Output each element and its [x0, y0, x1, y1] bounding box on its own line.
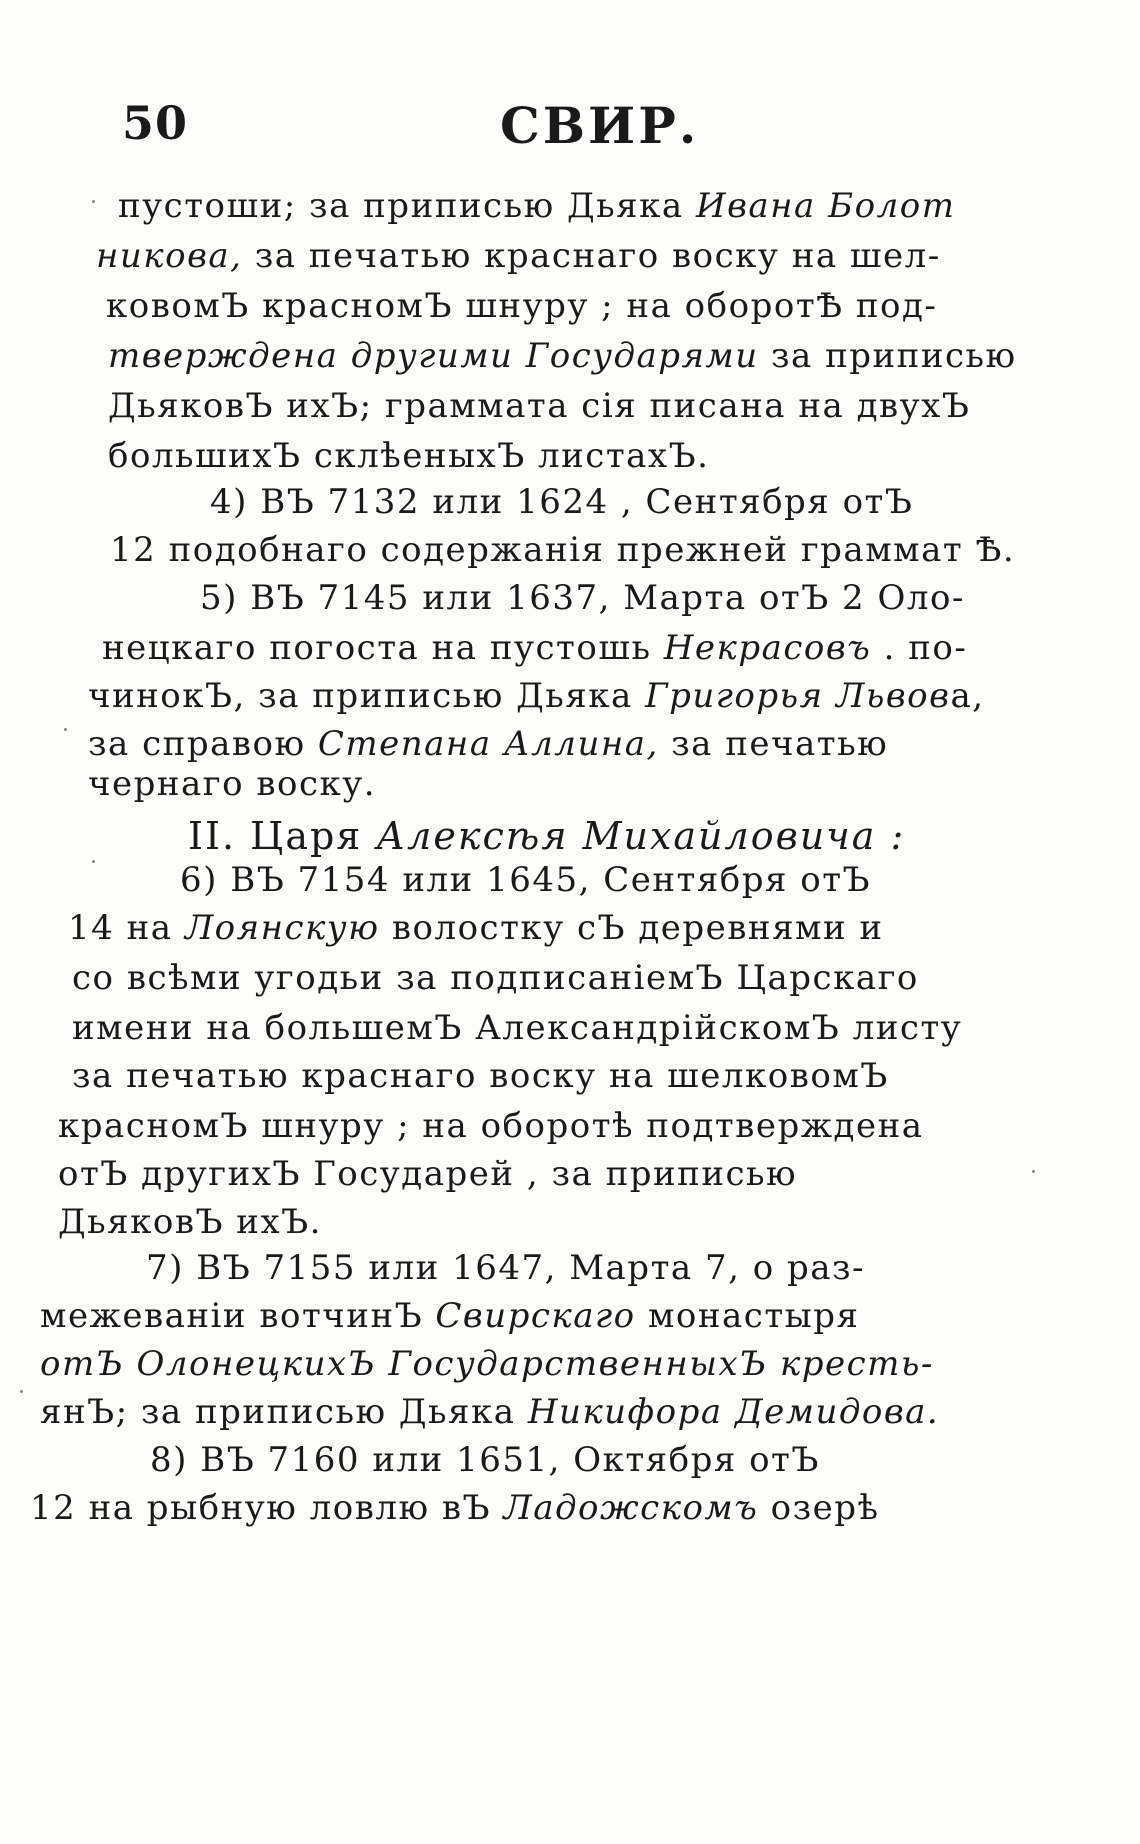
text-segment: за справою — [88, 724, 318, 764]
text-segment: озерѣ — [758, 1488, 880, 1528]
text-line — [30, 1488, 880, 1528]
text-segment: межеваніи вотчинЪ — [40, 1296, 436, 1336]
text-line — [210, 482, 913, 522]
text-segment: 7) ВЪ 7155 или 1647, Марта 7, о раз- — [146, 1248, 866, 1288]
text-segment: за печатью краснаго воску на шел- — [242, 236, 941, 276]
text-line — [188, 816, 905, 856]
text-line — [40, 1392, 939, 1432]
italic-text-segment: тверждена другими Государями — [108, 336, 759, 376]
italic-text-segment: Ивана Болот — [695, 186, 956, 226]
text-line — [88, 676, 985, 716]
text-line — [58, 1202, 322, 1242]
italic-text-segment: Никифора Демидова. — [527, 1392, 940, 1432]
text-line — [88, 724, 888, 764]
text-segment: имени на большемЪ АлександрійскомЪ листу — [72, 1008, 963, 1048]
text-segment: красномЪ шнуру ; на оборотѣ подтверждена — [58, 1106, 924, 1146]
text-segment: 6) ВЪ 7154 или 1645, Сентября отЪ — [180, 860, 872, 900]
page-number: 50 — [122, 96, 189, 150]
running-head: СВИР. — [500, 96, 700, 155]
paper-speck — [92, 860, 95, 863]
text-segment: ДьяковЪ ихЪ. — [58, 1202, 322, 1242]
text-segment: за печатью краснаго воску на шелковомЪ — [72, 1056, 889, 1096]
text-line — [108, 386, 970, 426]
text-line — [118, 186, 955, 226]
text-segment: ДьяковЪ ихЪ; граммата сія писана на двухЪ — [108, 386, 971, 426]
text-segment: чинокЪ, за приписью Дьяка — [88, 676, 646, 716]
text-line — [180, 860, 871, 900]
text-segment: нецкаго погоста на пустошь — [102, 628, 664, 668]
paper-speck — [92, 200, 95, 203]
text-segment: 12 на рыбную ловлю вЪ — [30, 1488, 504, 1528]
text-line — [102, 628, 967, 668]
text-line — [110, 530, 1015, 570]
text-segment: чернаго воску. — [88, 764, 377, 804]
text-line — [68, 908, 884, 948]
text-segment: отЪ другихЪ Государей , за приписью — [58, 1154, 798, 1194]
text-segment: . по- — [871, 628, 968, 668]
text-segment: большихЪ склѣеныхЪ листахЪ. — [108, 436, 710, 476]
text-line — [40, 1296, 859, 1336]
italic-text-segment: Свирскаго — [435, 1296, 636, 1336]
text-segment: 4) ВЪ 7132 или 1624 , Сентября отЪ — [210, 482, 914, 522]
italic-text-segment: никова, — [96, 236, 243, 276]
paper-speck — [20, 1390, 23, 1393]
text-segment: со всѣми угодьи за подписаніемЪ Царскаго — [72, 958, 919, 998]
text-line — [58, 1106, 924, 1146]
text-line — [106, 286, 937, 326]
text-segment: ковомЪ красномЪ шнуру ; на оборотѢ под- — [106, 286, 938, 326]
text-segment: 14 на — [68, 908, 185, 948]
text-line — [72, 1056, 889, 1096]
text-line — [200, 578, 965, 618]
paper-speck — [1032, 1170, 1035, 1173]
italic-text-segment: Ладожскомъ — [503, 1488, 759, 1528]
text-segment: 12 подобнаго содержанія прежней граммат Ѣ. — [110, 530, 1016, 570]
page-header — [0, 96, 1140, 166]
text-segment: II. Царя — [188, 814, 377, 858]
text-segment: а, — [950, 676, 985, 716]
text-segment: за приписью — [758, 336, 1017, 376]
text-line — [72, 958, 919, 998]
text-line — [40, 1344, 934, 1384]
text-line — [150, 1440, 820, 1480]
italic-text-segment: Алексѣя Михайловича : — [376, 814, 906, 858]
italic-text-segment: отЪ ОлонецкихЪ ГосударственныхЪ кресть- — [40, 1344, 934, 1384]
italic-text-segment: Лоянскую — [184, 908, 380, 948]
text-line — [72, 1008, 962, 1048]
italic-text-segment: Григорья Львов — [645, 676, 951, 716]
text-segment: монастыря — [635, 1296, 860, 1336]
text-segment: 8) ВЪ 7160 или 1651, Октября отЪ — [150, 1440, 820, 1480]
text-segment: янЪ; за приписью Дьяка — [40, 1392, 528, 1432]
text-line — [108, 436, 709, 476]
text-line — [96, 236, 941, 276]
italic-text-segment: Степана Аллина, — [317, 724, 659, 764]
text-line — [58, 1154, 797, 1194]
text-line — [108, 336, 1017, 376]
text-segment: за печатью — [658, 724, 889, 764]
paper-speck — [64, 728, 67, 731]
text-line — [88, 764, 376, 804]
text-segment: пустоши; за приписью Дьяка — [118, 186, 696, 226]
text-line — [146, 1248, 865, 1288]
italic-text-segment: Некрасовъ — [663, 628, 872, 668]
text-segment: волостку сЪ деревнями и — [379, 908, 884, 948]
text-segment: 5) ВЪ 7145 или 1637, Марта отЪ 2 Оло- — [200, 578, 965, 618]
